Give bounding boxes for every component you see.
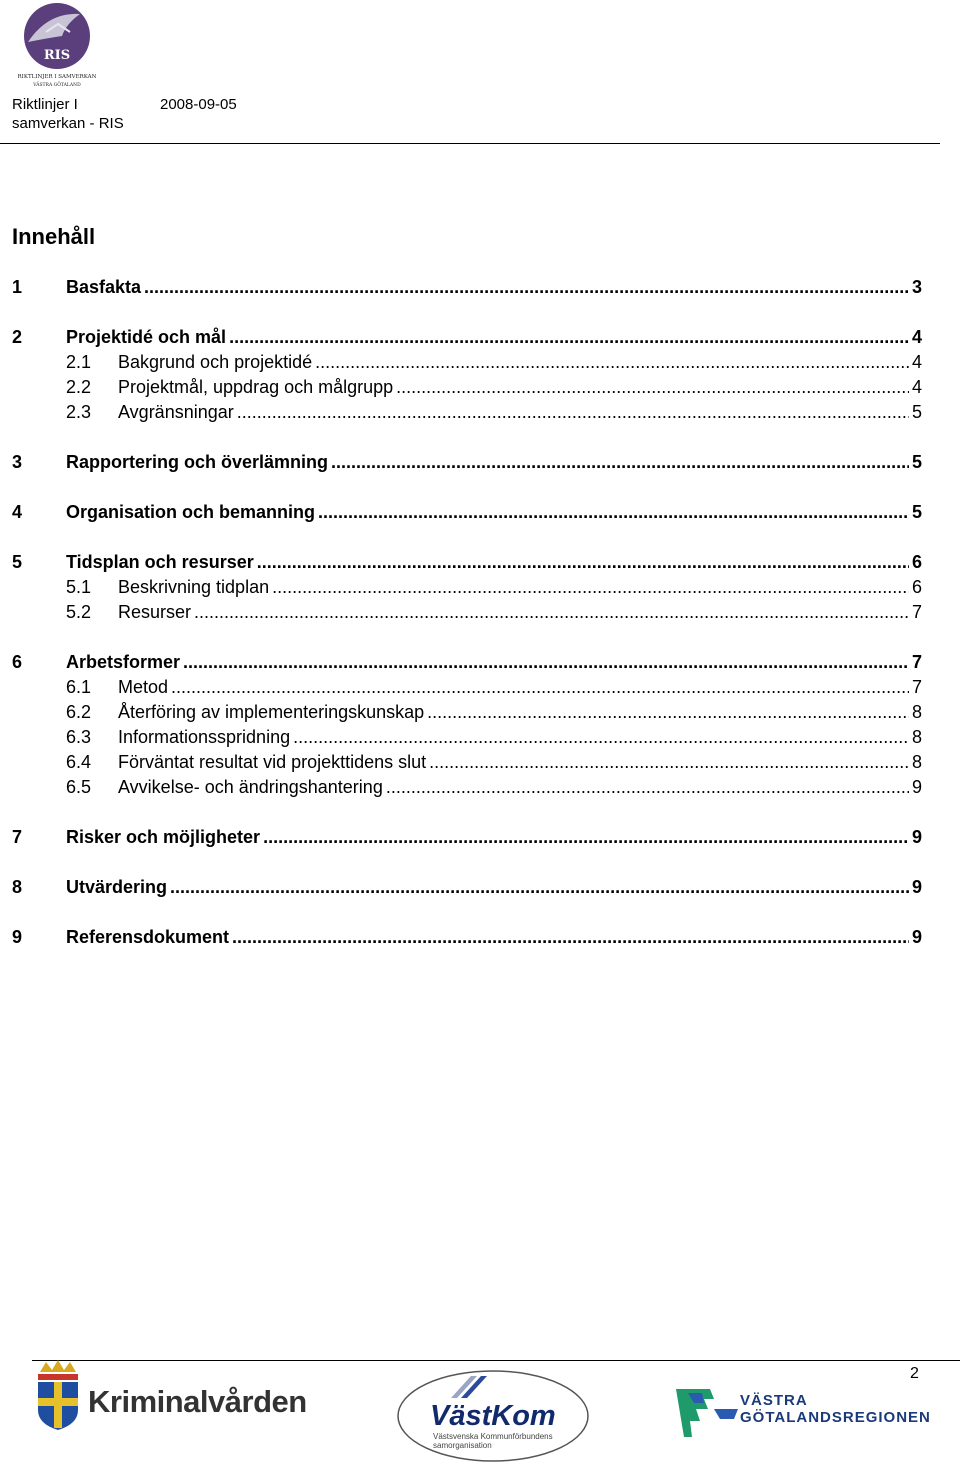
page-number: 2 <box>910 1365 919 1382</box>
toc-entry[interactable] <box>12 502 922 527</box>
toc-entry-number: 6.1 <box>66 677 92 697</box>
toc-dot-leader <box>237 402 909 423</box>
toc-dot-leader <box>229 327 909 348</box>
vastkom-logo-subtitle: Västsvenska Kommunförbundens samorganisation <box>433 1432 553 1450</box>
toc-entry-page: 4 <box>911 377 922 397</box>
toc-entry-title: Resurser <box>118 602 192 622</box>
toc-entry-page: 8 <box>911 702 922 722</box>
toc-entry-title: Projektmål, uppdrag och målgrupp <box>118 377 394 397</box>
toc-entry-title: Avvikelse- och ändringshantering <box>118 777 383 797</box>
toc-entry-number: 1 <box>12 277 23 297</box>
toc-entry-number: 5 <box>12 552 23 572</box>
ris-logo-caption-1: RIKTLINJER I SAMVERKAN <box>18 74 96 80</box>
toc-entry-page: 5 <box>911 502 922 522</box>
toc-dot-leader <box>315 352 909 373</box>
toc-entry[interactable] <box>12 602 922 627</box>
toc-entry-title: Rapportering och överlämning <box>66 452 329 472</box>
toc-entry-page: 7 <box>911 677 922 697</box>
ris-logo-caption-2: VÄSTRA GÖTALAND <box>33 83 81 88</box>
toc-entry-number: 6.4 <box>66 752 92 772</box>
toc-entry-title: Projektidé och mål <box>66 327 227 347</box>
toc-entry-page: 6 <box>911 552 922 572</box>
toc-dot-leader <box>232 927 909 948</box>
table-of-contents <box>12 277 922 952</box>
toc-entry-number: 5.1 <box>66 577 92 597</box>
toc-entry[interactable] <box>12 677 922 702</box>
toc-entry-number: 2.1 <box>66 352 92 372</box>
toc-entry[interactable] <box>12 402 922 427</box>
toc-entry[interactable] <box>12 552 922 577</box>
toc-entry-page: 9 <box>911 777 922 797</box>
toc-entry[interactable] <box>12 752 922 777</box>
toc-entry-title: Tidsplan och resurser <box>66 552 254 572</box>
toc-entry-page: 7 <box>911 652 922 672</box>
toc-entry-page: 9 <box>911 927 922 947</box>
toc-entry-page: 5 <box>911 402 922 422</box>
toc-entry[interactable] <box>12 827 922 852</box>
toc-entry[interactable] <box>12 727 922 752</box>
vgr-logo-text <box>740 1392 931 1426</box>
toc-entry[interactable] <box>12 277 922 302</box>
toc-dot-leader <box>272 577 909 598</box>
toc-dot-leader <box>194 602 909 623</box>
vgr-logo-line1: VÄSTRA <box>740 1392 808 1409</box>
toc-entry-page: 5 <box>911 452 922 472</box>
toc-dot-leader <box>263 827 909 848</box>
toc-entry-page: 9 <box>911 877 922 897</box>
toc-entry-number: 2 <box>12 327 23 347</box>
toc-entry-page: 6 <box>911 577 922 597</box>
toc-entry-title: Beskrivning tidplan <box>118 577 270 597</box>
kriminalvarden-logo-text: Kriminalvården <box>88 1384 307 1419</box>
toc-entry-page: 7 <box>911 602 922 622</box>
toc-entry[interactable] <box>12 652 922 677</box>
toc-entry-page: 8 <box>911 752 922 772</box>
toc-dot-leader <box>396 377 909 398</box>
toc-entry-title: Bakgrund och projektidé <box>118 352 313 372</box>
toc-entry-number: 8 <box>12 877 23 897</box>
toc-entry-number: 3 <box>12 452 23 472</box>
toc-dot-leader <box>183 652 909 673</box>
toc-entry-title: Förväntat resultat vid projekttidens slut <box>118 752 427 772</box>
toc-dot-leader <box>386 777 909 798</box>
toc-dot-leader <box>331 452 909 473</box>
toc-entry-title: Risker och möjligheter <box>66 827 261 847</box>
toc-entry-page: 4 <box>911 352 922 372</box>
toc-title: Innehåll <box>12 224 96 249</box>
toc-entry-page: 9 <box>911 827 922 847</box>
document-title <box>12 95 124 133</box>
toc-entry-number: 5.2 <box>66 602 92 622</box>
toc-dot-leader <box>318 502 909 523</box>
toc-entry-number: 6.3 <box>66 727 92 747</box>
ris-logo-text: RIS <box>43 48 71 63</box>
toc-entry-number: 9 <box>12 927 23 947</box>
document-title-line2: samverkan - RIS <box>12 115 124 132</box>
toc-entry[interactable] <box>12 577 922 602</box>
toc-entry-page: 4 <box>911 327 922 347</box>
toc-entry-title: Referensdokument <box>66 927 230 947</box>
toc-entry[interactable] <box>12 927 922 952</box>
toc-entry-title: Avgränsningar <box>118 402 234 422</box>
toc-dot-leader <box>171 677 909 698</box>
toc-dot-leader <box>293 727 909 748</box>
toc-dot-leader <box>427 702 909 723</box>
toc-dot-leader <box>144 277 909 298</box>
toc-entry-title: Utvärdering <box>66 877 168 897</box>
toc-entry-title: Arbetsformer <box>66 652 181 672</box>
toc-dot-leader <box>257 552 909 573</box>
vgr-logo-line2: GÖTALANDSREGIONEN <box>740 1409 931 1426</box>
toc-entry-number: 4 <box>12 502 23 522</box>
toc-entry-page: 8 <box>911 727 922 747</box>
ris-logo <box>18 2 96 90</box>
toc-entry-title: Metod <box>118 677 169 697</box>
toc-entry-title: Informationsspridning <box>118 727 291 747</box>
toc-entry[interactable] <box>12 377 922 402</box>
toc-entry-number: 6.2 <box>66 702 92 722</box>
toc-entry-page: 3 <box>911 277 922 297</box>
toc-entry[interactable] <box>12 777 922 802</box>
toc-entry-number: 6 <box>12 652 23 672</box>
document-title-line1: Riktlinjer I <box>12 96 78 113</box>
vastkom-logo-text: VästKom <box>430 1400 556 1432</box>
toc-entry[interactable] <box>12 877 922 902</box>
toc-entry-number: 2.2 <box>66 377 92 397</box>
toc-dot-leader <box>429 752 909 773</box>
header-divider <box>0 143 940 144</box>
toc-entry[interactable] <box>12 452 922 477</box>
toc-dot-leader <box>170 877 909 898</box>
toc-entry-title: Återföring av implementeringskunskap <box>118 702 425 722</box>
toc-entry[interactable] <box>12 352 922 377</box>
toc-entry[interactable] <box>12 327 922 352</box>
document-date: 2008-09-05 <box>160 96 237 113</box>
toc-entry-number: 6.5 <box>66 777 92 797</box>
toc-entry-number: 2.3 <box>66 402 92 422</box>
toc-entry-title: Organisation och bemanning <box>66 502 316 522</box>
toc-entry-number: 7 <box>12 827 23 847</box>
toc-entry[interactable] <box>12 702 922 727</box>
toc-entry-title: Basfakta <box>66 277 142 297</box>
